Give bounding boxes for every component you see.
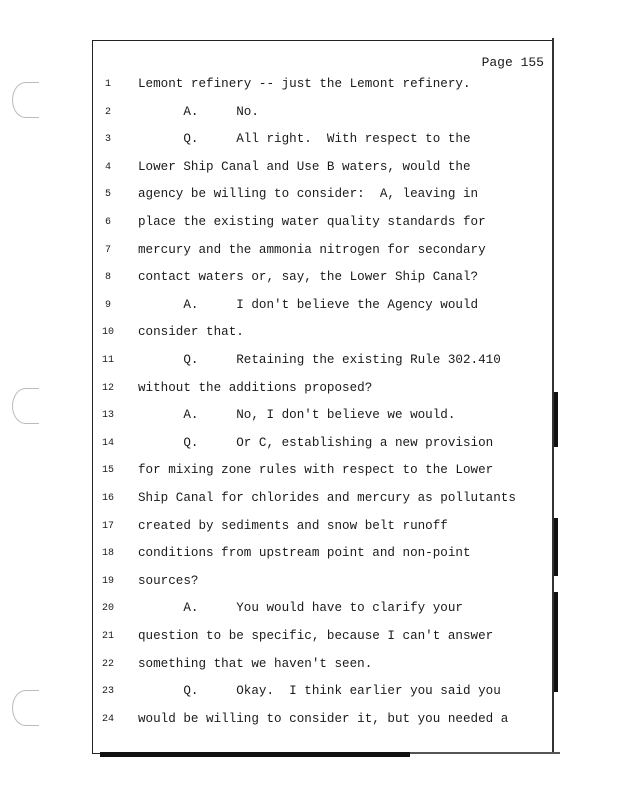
edge-mark-1 [554, 392, 558, 447]
line-number: 3 [104, 134, 111, 146]
line-text: conditions from upstream point and non-point [138, 546, 471, 561]
page-bottom-bar [100, 752, 410, 757]
line-number: 16 [101, 493, 114, 504]
line-number: 5 [104, 189, 111, 201]
line-text: would be willing to consider it, but you needed a [138, 711, 509, 726]
line-number: 15 [101, 465, 114, 477]
line-text: A. No. [138, 104, 259, 119]
line-number: 11 [101, 355, 114, 366]
line-text: Ship Canal for chlorides and mercury as pollutants [138, 491, 516, 505]
line-number: 23 [101, 686, 114, 698]
line-text: Q. Okay. I think earlier you said you [138, 684, 501, 699]
line-number: 7 [104, 244, 111, 256]
line-number: 1 [104, 79, 111, 90]
line-text: A. You would have to clarify your [138, 601, 463, 616]
line-text: for mixing zone rules with respect to the Lower [138, 463, 494, 478]
line-text: Lemont refinery -- just the Lemont refinery. [138, 77, 471, 91]
line-text: something that we haven't seen. [138, 656, 373, 671]
line-text: created by sediments and snow belt runoff [138, 518, 448, 533]
line-text: without the additions proposed? [138, 380, 373, 395]
line-number: 10 [101, 327, 114, 339]
line-number: 9 [104, 299, 111, 311]
page-frame [92, 40, 553, 754]
line-text: Q. Or C, establishing a new provision [138, 435, 494, 450]
line-number: 4 [104, 161, 111, 173]
line-number: 19 [101, 575, 114, 587]
line-number: 20 [101, 603, 114, 615]
line-number: 8 [104, 272, 111, 284]
line-text: Lower Ship Canal and Use B waters, would the [138, 159, 471, 174]
line-number: 12 [101, 382, 114, 394]
page-bottom-tail [410, 752, 560, 754]
line-text: Q. Retaining the existing Rule 302.410 [138, 353, 501, 367]
edge-mark-2 [554, 518, 558, 576]
line-number: 14 [101, 437, 114, 449]
line-text: A. I don't believe the Agency would [138, 297, 479, 312]
page-number: Page 155 [481, 55, 544, 70]
line-number: 24 [101, 713, 114, 725]
punch-hole-middle [12, 388, 39, 424]
line-number: 21 [101, 631, 114, 642]
line-number: 22 [101, 658, 114, 670]
line-text: Q. All right. With respect to the [138, 132, 471, 147]
line-number: 2 [104, 106, 111, 118]
edge-mark-3 [554, 592, 558, 692]
line-text: A. No, I don't believe we would. [138, 408, 456, 423]
line-number: 17 [101, 520, 114, 532]
line-text: place the existing water quality standards for [138, 215, 486, 229]
line-text: mercury and the ammonia nitrogen for secondary [138, 242, 486, 257]
line-number: 18 [101, 548, 114, 560]
line-number: 13 [101, 410, 114, 422]
line-number: 6 [104, 217, 111, 228]
line-text: sources? [138, 573, 199, 588]
line-text: consider that. [138, 325, 244, 340]
punch-hole-top [12, 82, 39, 118]
line-text: contact waters or, say, the Lower Ship Canal? [138, 270, 479, 285]
line-text: agency be willing to consider: A, leaving in [138, 187, 479, 202]
punch-hole-bottom [12, 690, 39, 726]
line-text: question to be specific, because I can't answer [138, 629, 494, 643]
